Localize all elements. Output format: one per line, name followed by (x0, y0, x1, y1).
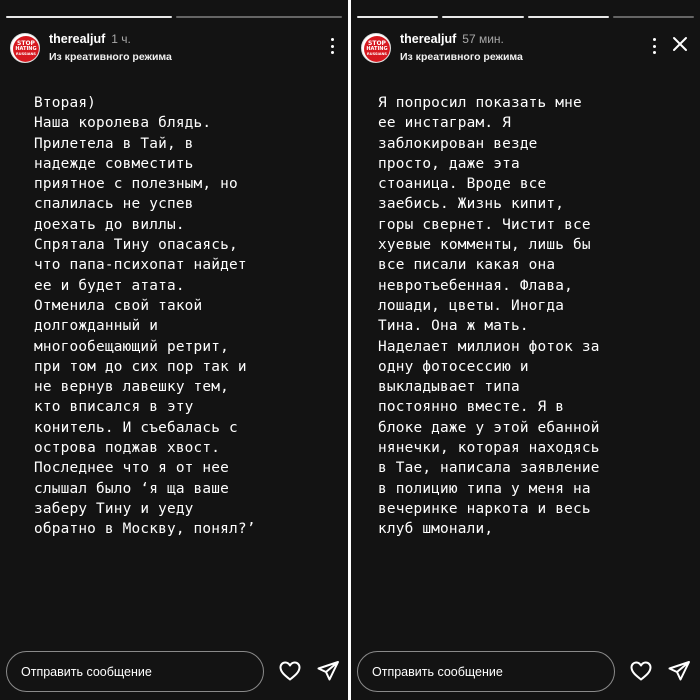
story-header (361, 30, 690, 66)
story-subtitle: Из креативного режима (49, 51, 172, 63)
story-text: Я попросил показать мне ее инстаграм. Я заблокирован везде просто, даже эта стоаница. Вроде все заебись. Жизнь кипит, горы свернет. Чистит все хуевые комменты, лишь бы все писали какая она невротъебенная. Флава, лошади, цветы. Иногда Тина. Она ж мать. Наделает миллион фоток за одну фотосессию и выкладывает типа постоянно вместе. Я в блоке даже у этой ебанной нянечки, которая находясь в Тае, написала заявление в полицию типа у меня на вечеринке наркота и весь клуб шмонали, (378, 95, 600, 538)
story-panel-left (0, 0, 348, 700)
username-link[interactable]: therealjuf 1 ч. (49, 32, 131, 46)
story-header (10, 30, 338, 66)
send-icon[interactable] (667, 659, 691, 683)
progress-segment (6, 16, 172, 18)
message-placeholder: Отправить сообщение (372, 664, 503, 679)
heart-icon[interactable] (278, 659, 302, 683)
message-input[interactable] (357, 651, 615, 692)
post-time: 1 ч. (111, 32, 131, 46)
story-progress-bar (6, 16, 342, 18)
more-options-icon[interactable] (330, 38, 334, 54)
story-subtitle: Из креативного режима (400, 51, 523, 63)
progress-segment (528, 16, 609, 18)
story-progress-bar (357, 16, 694, 18)
story-text: Вторая) Наша королева блядь. Прилетела в Тай, в надежде совместить приятное с полезным, но спалилась не успев доехать до виллы. Спрятала Тину опасаясь, что папа-психопат найдет ее и будет атата. Отменила свой такой долгожданный и многообещающий ретрит, при том до сих пор так и не вернув лавешку тем, кто вписался в эту конитель. И съебалась с острова поджав хвост. Последнее что я от нее слышал было ‘я ща ваше заберу Тину и уеду обратно в Москву, понял?’ (34, 95, 256, 538)
progress-segment (442, 16, 523, 18)
stop-hating-russians-logo: STOP HATING RUSSIANS (364, 36, 390, 62)
avatar[interactable] (361, 33, 391, 63)
stop-hating-russians-logo: STOP HATING RUSSIANS (13, 36, 39, 62)
message-placeholder: Отправить сообщение (21, 664, 152, 679)
username-link[interactable]: therealjuf 57 мин. (400, 32, 504, 46)
avatar[interactable] (10, 33, 40, 63)
story-panel-right (351, 0, 700, 700)
progress-segment (357, 16, 438, 18)
message-input[interactable] (6, 651, 264, 692)
more-options-icon[interactable] (652, 38, 656, 54)
progress-segment (613, 16, 694, 18)
close-icon[interactable] (672, 36, 688, 52)
progress-segment (176, 16, 342, 18)
send-icon[interactable] (316, 659, 340, 683)
heart-icon[interactable] (629, 659, 653, 683)
post-time: 57 мин. (462, 32, 504, 46)
